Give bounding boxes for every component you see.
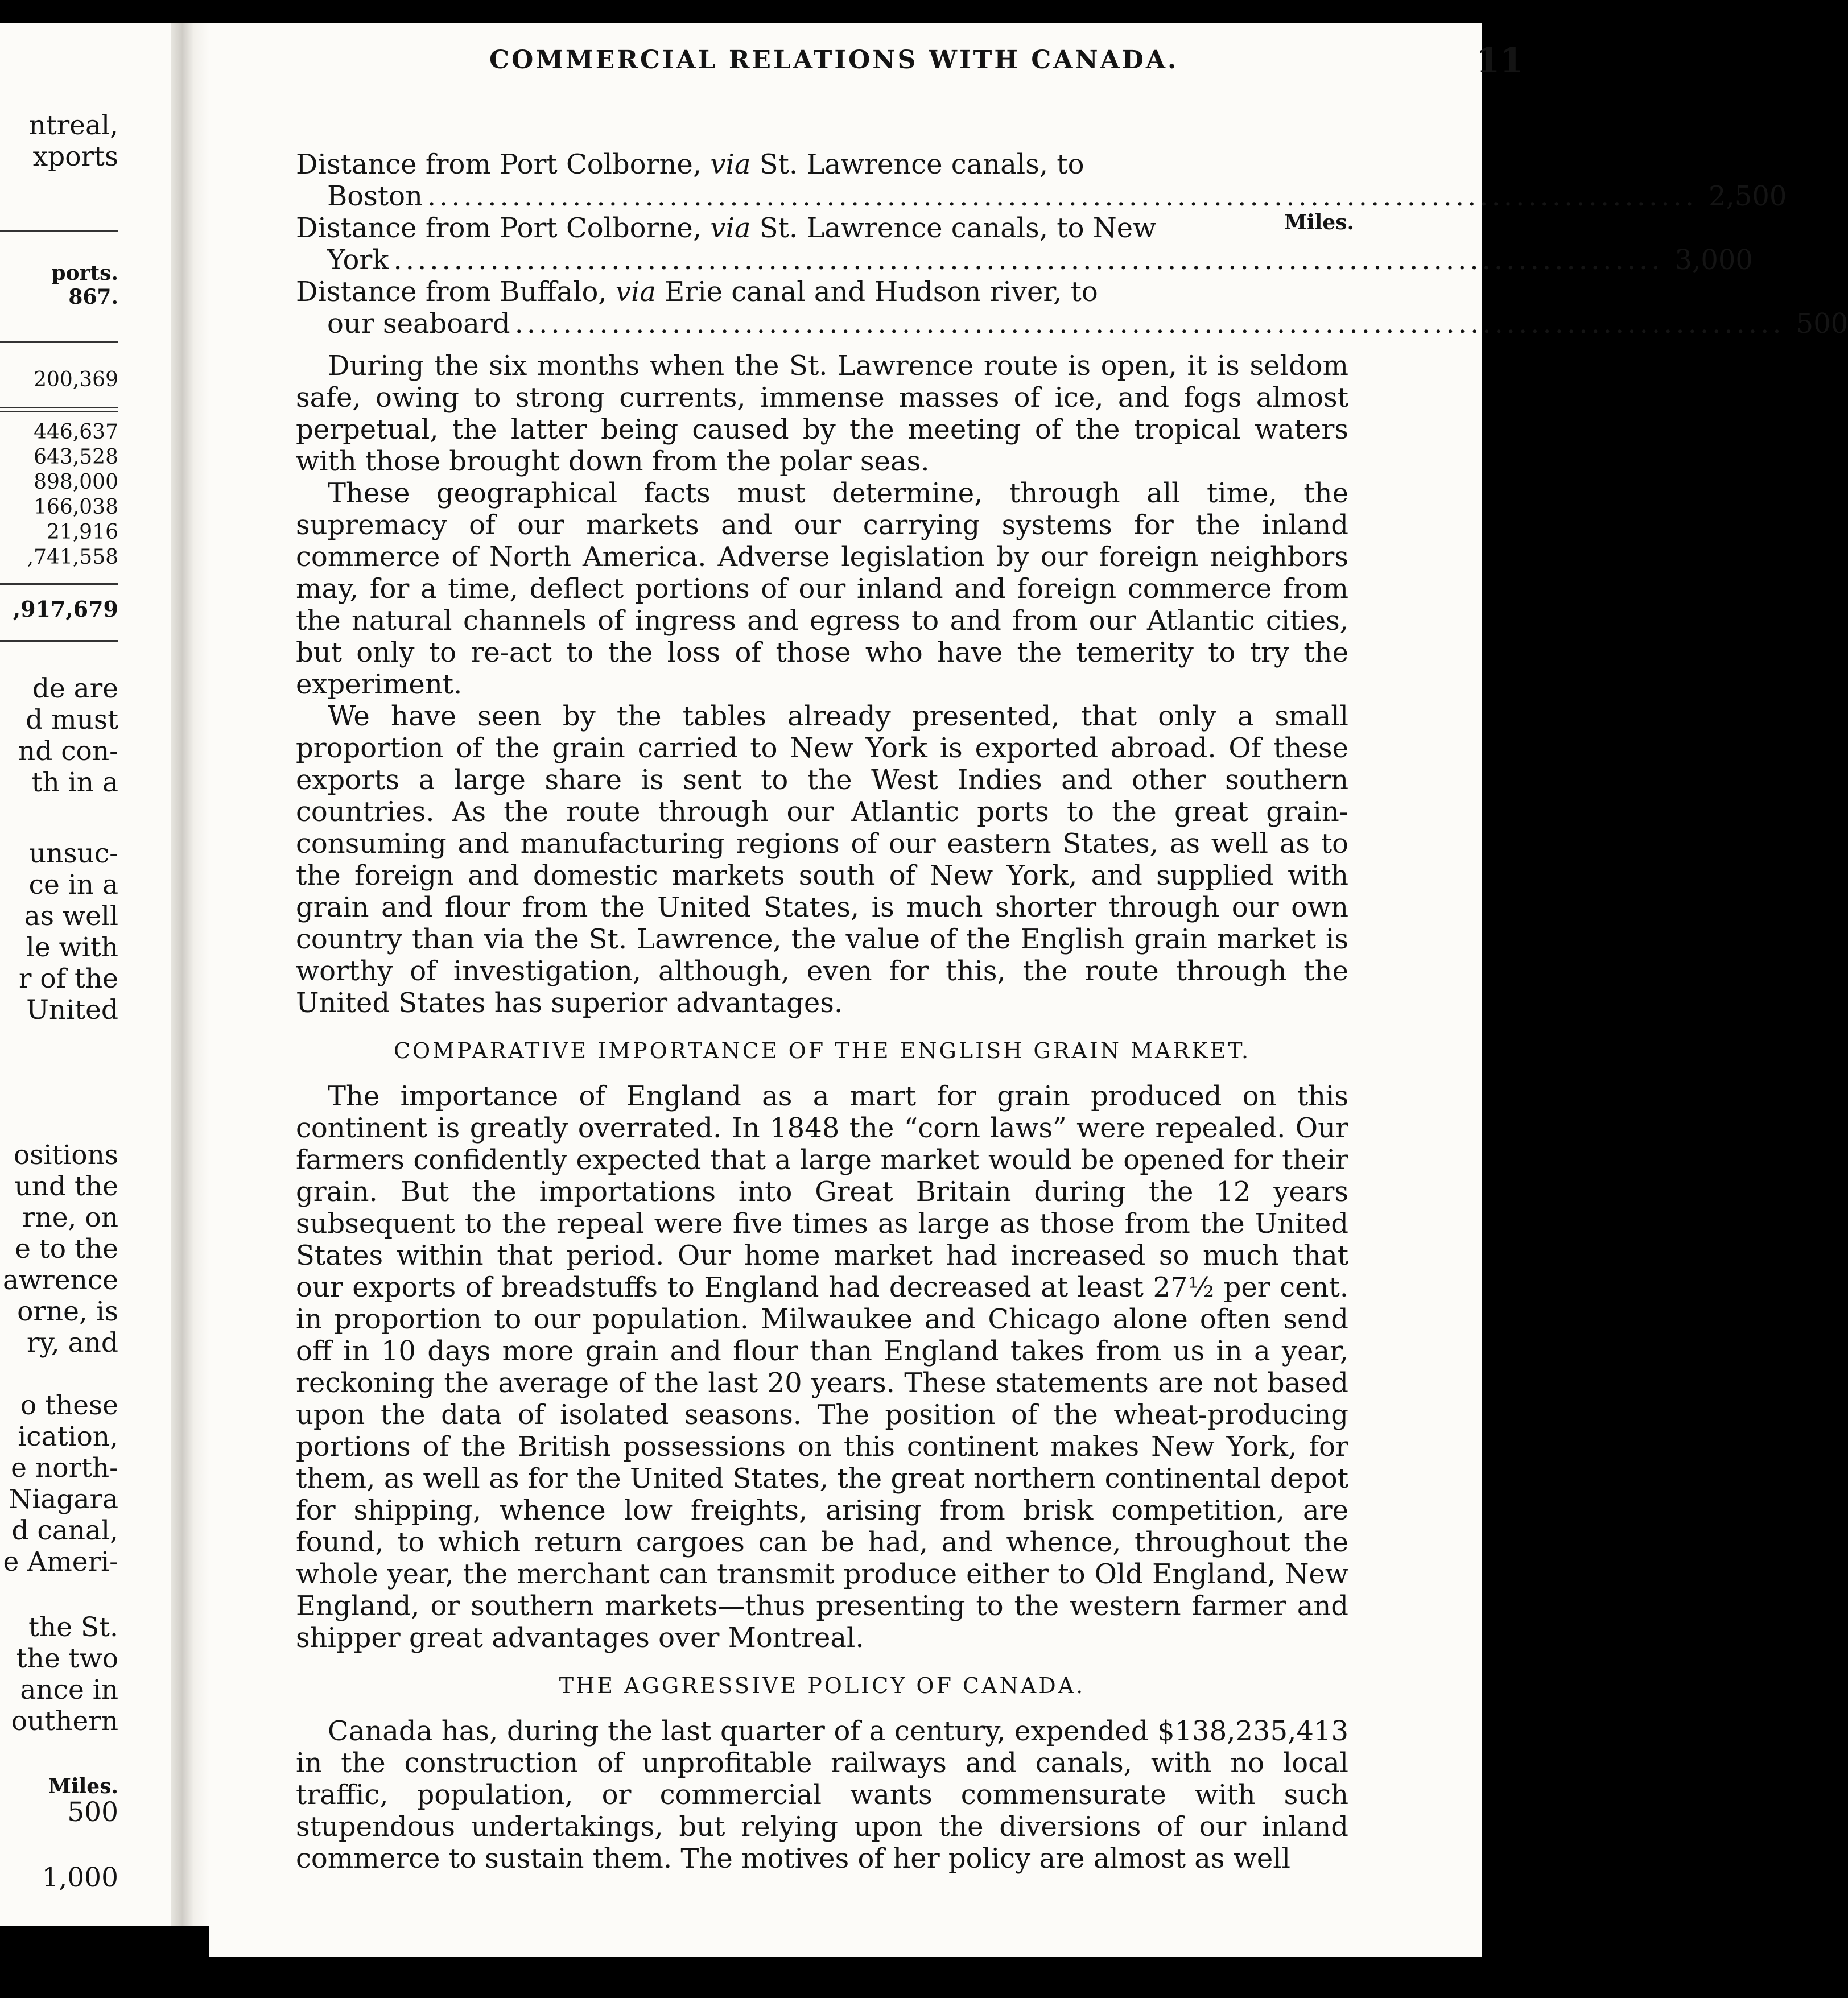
distance-text: Distance from Port Colborne,	[296, 212, 711, 244]
paragraph: We have seen by the tables already presented, that only a small proportion of the grain carried to New York is exported abroad. Of these exports a large share is sent to the West Indies and other southern countries. As the route through our Atlantic ports to the great grain-consuming and manufacturing regions of our eastern States, as well as to the foreign and domestic markets south of New York, and supplied with grain and flour from the United States, is much shorter through our own country than via the St. Lawrence, the value of the English grain market is worthy of investigation, although, even for this, the route through the United States has superior advantages.	[296, 700, 1348, 1019]
distance-via: via	[710, 212, 751, 244]
left-table-value: 643,528	[34, 445, 118, 469]
left-table-header: ports.	[51, 261, 118, 285]
left-text-line: e Ameri-	[3, 1546, 118, 1578]
left-text-line: unsuc-	[28, 838, 118, 869]
left-text-line: und the	[14, 1171, 118, 1202]
left-table-value: 446,637	[34, 420, 118, 444]
leader-dots: .........................................................................................................	[427, 180, 1697, 212]
distance-row	[296, 148, 1787, 212]
distance-destination: Boston	[327, 180, 423, 212]
distance-destination: our seaboard	[327, 308, 510, 340]
left-miles-value: 1,000	[42, 1862, 118, 1893]
leader-dots: .........................................................................................................	[514, 308, 1785, 340]
left-table-value: 21,916	[47, 521, 118, 544]
left-table-header: 867.	[68, 285, 118, 309]
left-text-line: awrence	[3, 1265, 118, 1296]
left-table-rule	[0, 230, 118, 232]
left-text-line: orne, is	[17, 1296, 118, 1327]
left-table-value: 200,369	[34, 368, 118, 391]
running-title: COMMERCIAL RELATIONS WITH CANADA.	[489, 46, 1179, 75]
distance-destination: York	[327, 244, 389, 276]
left-text-line: outhern	[11, 1706, 118, 1737]
left-text-line: the St.	[28, 1612, 118, 1643]
left-text-line: Niagara	[9, 1484, 118, 1515]
left-text-line: de are	[32, 673, 118, 704]
left-text-line: as well	[24, 901, 118, 932]
left-table-value: 166,038	[34, 496, 118, 519]
distance-via: via	[615, 276, 656, 308]
left-text-line: rne, on	[22, 1202, 118, 1233]
left-text-line: d canal,	[11, 1515, 118, 1546]
left-table-rule	[0, 583, 118, 585]
distance-text: Distance from Port Colborne,	[296, 148, 711, 180]
body-text	[296, 350, 1348, 1875]
left-text-line: d must	[26, 704, 118, 736]
left-text-line: e north-	[11, 1452, 118, 1484]
distance-text: St. Lawrence canals, to New	[750, 212, 1157, 244]
leader-dots: .........................................................................................................	[393, 244, 1664, 276]
left-text-line: th in a	[31, 767, 118, 798]
left-text-line: United	[26, 994, 118, 1026]
paragraph: These geographical facts must determine, through all time, the supremacy of our markets and our carrying systems for the inland commerce of North America. Adverse legislation by our foreign neighbors may, for a time, deflect portions of our inland and foreign commerce from the natural channels of ingress and egress to and from our Atlantic cities, but only to re-act to the loss of those who have the temerity to try the experiment.	[296, 477, 1348, 700]
left-text-line: e to the	[15, 1233, 118, 1265]
left-text-line: ry, and	[26, 1327, 118, 1359]
left-table-rule	[0, 411, 118, 412]
left-text-line: ositions	[13, 1140, 118, 1171]
left-miles-value: 500	[67, 1797, 118, 1828]
distance-value: 500	[1796, 308, 1848, 340]
paragraph: The importance of England as a mart for grain produced on this continent is greatly overrated. In 1848 the “corn laws” were repealed. Our farmers confidently expected that a large market would be opened for their grain. But the importations into Great Britain during the 12 years subsequent to the repeal were five times as large as those from the United States within that period. Our home market had increased so much that our exports of breadstuffs to England had decreased at least 27½ per cent. in proportion to our population. Milwaukee and Chicago alone often send off in 10 days more grain and flour than England takes from us in a year, reckoning the average of the last 20 years. These statements are not based upon the data of isolated seasons. The position of the wheat-producing portions of the British possessions on this continent makes New York, for them, as well as for the United States, the great northern continental depot for shipping, whence low freights, arising from brisk competition, are found, to which return cargoes can be had, and whence, throughout the whole year, the merchant can transmit produce either to Old England, New England, or southern markets—thus presenting to the western farmer and shipper great advantages over Montreal.	[296, 1080, 1348, 1654]
left-table-rule	[0, 640, 118, 642]
left-miles-label: Miles.	[48, 1774, 118, 1798]
left-table-value: ,741,558	[27, 546, 118, 569]
paragraph: Canada has, during the last quarter of a century, expended $138,235,413 in the construction of unprofitable railways and canals, with no local traffic, population, or commercial wants commensurate with such stupendous undertakings, but relying upon the diversions of our inland commerce to sustain them. The motives of her policy are almost as well	[296, 1715, 1348, 1875]
left-table-total: ,917,679	[13, 596, 118, 622]
left-text-line: the two	[16, 1643, 118, 1674]
left-table-rule	[0, 407, 118, 408]
distance-text: Erie canal and Hudson river, to	[655, 276, 1098, 308]
left-text-line: ance in	[20, 1674, 118, 1706]
distance-text: Distance from Buffalo,	[296, 276, 616, 308]
running-head	[296, 41, 1553, 81]
left-text-line: ce in a	[28, 869, 118, 901]
left-text-line: le with	[26, 932, 118, 963]
left-text-line: nd con-	[18, 736, 118, 767]
page-number: 11	[1476, 41, 1524, 81]
left-text-line: o these	[20, 1390, 118, 1421]
section-heading: THE AGGRESSIVE POLICY OF CANADA.	[559, 1673, 1086, 1698]
distance-text: St. Lawrence canals, to	[750, 148, 1084, 180]
miles-column-label: Miles.	[1284, 210, 1354, 234]
distance-table	[296, 117, 1848, 340]
distance-row	[296, 212, 1753, 276]
left-text-line: ntreal,	[28, 110, 118, 141]
left-text-line: ication,	[18, 1421, 118, 1452]
left-table-value: 898,000	[34, 470, 118, 494]
distance-value: 3,000	[1674, 244, 1753, 276]
left-table-rule	[0, 341, 118, 343]
left-text-line: r of the	[18, 963, 118, 994]
distance-row	[296, 276, 1848, 340]
distance-value: 2,500	[1708, 180, 1787, 212]
left-page-fragment	[0, 23, 171, 1926]
book-gutter	[171, 23, 209, 1926]
distance-via: via	[710, 148, 751, 180]
section-heading: COMPARATIVE IMPORTANCE OF THE ENGLISH GRAIN MARKET.	[393, 1038, 1251, 1063]
main-page	[209, 23, 1848, 1957]
paragraph: During the six months when the St. Lawrence route is open, it is seldom safe, owing to strong currents, immense masses of ice, and fogs almost perpetual, the latter being caused by the meeting of the tropical waters with those brought down from the polar seas.	[296, 350, 1348, 477]
left-text-line: xports	[32, 141, 118, 172]
